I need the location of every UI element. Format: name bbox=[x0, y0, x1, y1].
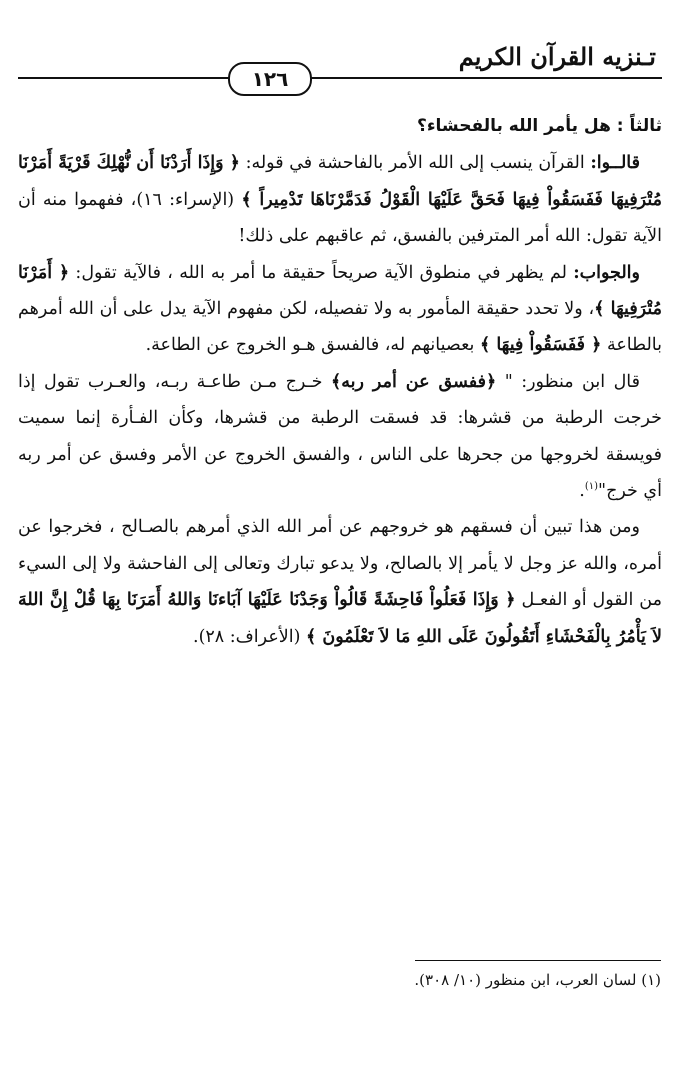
answer-text-a: لم يظهر في منطوق الآية صريحاً حقيقة ما أمر به الله ، فالآية تقول: bbox=[69, 262, 574, 283]
footnote-ref[interactable]: (١) bbox=[584, 481, 599, 493]
verse-amarna: ﴿ أَمَرْنَا مُتْرَفِيهَا ﴾ bbox=[18, 262, 662, 320]
answer-lead: والجواب: bbox=[573, 262, 640, 283]
paragraph-ibn-manzur bbox=[18, 364, 662, 510]
page-header bbox=[18, 40, 662, 100]
main-text bbox=[18, 108, 662, 655]
claim-text-a: القرآن ينسب إلى الله الأمر بالفاحشة في قوله: bbox=[239, 153, 591, 174]
page-number: ١٢٦ bbox=[228, 62, 312, 96]
claim-lead: قالــوا: bbox=[590, 153, 640, 174]
footnote: (١) لسان العرب، ابن منظور (١٠/ ٣٠٨). bbox=[414, 971, 661, 989]
paragraph-claim bbox=[18, 145, 662, 254]
quote-text-a: قال ابن منظور: " bbox=[496, 371, 640, 392]
claim-text-b: (الإسراء: ١٦)، ففهموا منه أن الآية تقول: الله أمر المترفين بالفسق، ثم عاقبهم على ذلك! bbox=[18, 189, 662, 247]
header-rule bbox=[18, 77, 662, 79]
conclusion-text-b: (الأعراف: ٢٨). bbox=[193, 626, 306, 647]
section-heading: ثالثاً : هل يأمر الله بالفحشاء؟ bbox=[416, 116, 662, 136]
conclusion-text-a: ومن هذا تبين أن فسقهم هو خروجهم عن أمر الله الذي أمرهم بالصـالح ، فخرجوا عن أمره، والله عز وجل لا يأمر إلا بالصالح، ولا يدعو تبارك وتعالى إلى الفاحشة ولا إلى السيء من القول أو الفعـل bbox=[18, 517, 662, 611]
paragraph-conclusion bbox=[18, 509, 662, 655]
quote-bold: ﴿ففسق عن أمر ربه﴾ bbox=[330, 371, 497, 392]
verse-fafasaqu: ﴿ فَفَسَقُواْ فِيهَا ﴾ bbox=[479, 335, 602, 356]
answer-text-c: بعصيانهم له، فالفسق هـو الخروج عن الطاعة. bbox=[145, 335, 480, 356]
paragraph-answer bbox=[18, 255, 662, 364]
quote-text-b: خـرج مـن طاعـة ربـه، والعـرب تقول إذا خرجت الرطبة من قشرها: قد فسقت الرطبة من قشرها، وكأن الفـأرة إنما سميت فويسقة لخروجها من جحرها على الناس ، والفسق الخروج عن الأمر وفسق عن أمر ربه أي خرج" bbox=[18, 371, 662, 502]
verse-isra: ﴿ وَإِذَا أَرَدْنَا أَن نُّهْلِكَ قَرْيَةً أَمَرْنَا مُتْرَفِيهَا فَفَسَقُواْ فِيهَا فَحَقَّ عَلَيْهَا الْقَوْلُ فَدَمَّرْنَاهَا تَدْمِيراً ﴾ bbox=[18, 153, 662, 210]
quote-text-c: . bbox=[579, 481, 585, 502]
verse-araf: ﴿ وَإِذَا فَعَلُواْ فَاحِشَةً قَالُواْ وَجَدْنَا عَلَيْهَا آبَاءنَا وَاللهُ أَمَرَنَا بِهَا قُلْ إِنَّ اللهَ لاَ يَأْمُرُ بِالْفَحْشَاءِ أَتَقُولُونَ عَلَى اللهِ مَا لاَ تَعْلَمُونَ ﴾ bbox=[18, 590, 662, 647]
book-title: تـنزيه القرآن الكريم bbox=[458, 42, 656, 71]
answer-text-b: ، ولا تحدد حقيقة المأمور به ولا تفصيله، لكن مفهوم الآية يدل على أن الله أمرهم بالطاعة bbox=[18, 299, 662, 356]
footnote-rule bbox=[415, 960, 661, 961]
